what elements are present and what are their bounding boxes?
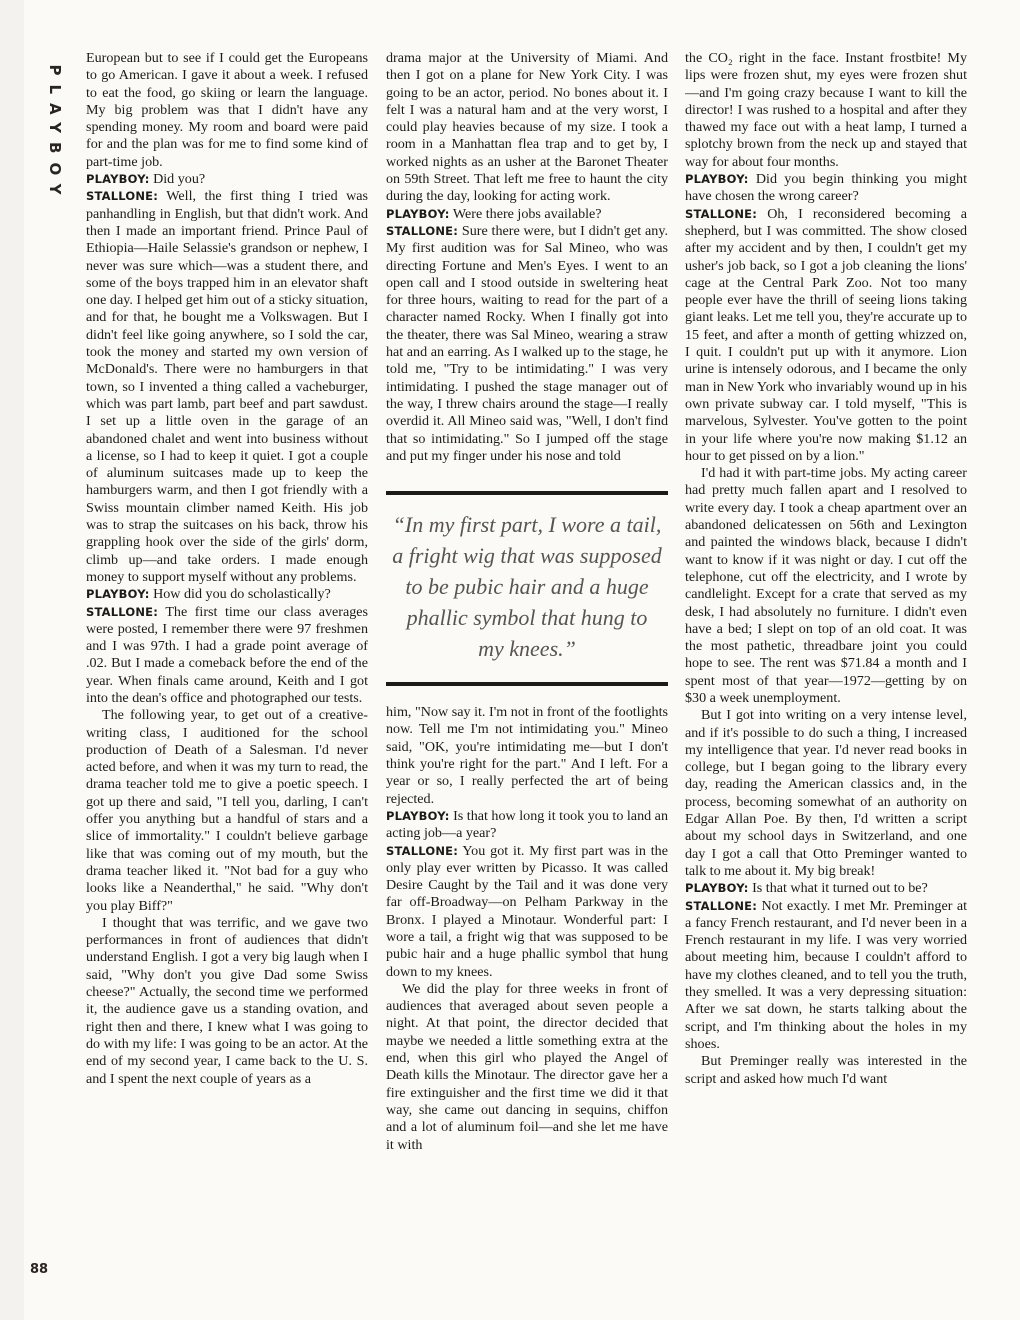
article-paragraph — [86, 586, 368, 603]
speaker-label: STALLONE: — [685, 898, 758, 913]
paragraph-text: You got it. My first part was in the only play ever written by Picasso. It was called Desire Caught by the Tail and it was done very far off-Broadway—on Pelham Parkway in the Bronx. I played a Minotaur. Wonderful part: I wore a tail, a fright wig that was supposed to be pubic hair and a huge phallic symbol that hung down to my knees. — [386, 842, 668, 980]
article-paragraph — [685, 880, 967, 897]
paragraph-text: him, "Now say it. I'm not in front of the footlights now. Tell me I'm not intimidating you." Mineo said, "OK, you're intimidating me—but I don't think you're right for the part." And I left. For a year or so, I really perfected the art of being rejected. — [386, 704, 668, 807]
article-paragraph — [86, 707, 368, 915]
paragraph-text: But Preminger really was interested in the script and asked how much I'd want — [685, 1053, 967, 1087]
article-paragraph — [685, 898, 967, 1054]
column-2-top — [386, 50, 668, 465]
paragraph-text: Is that how long it took you to land an acting job—a year? — [386, 807, 668, 842]
article-paragraph — [86, 604, 368, 708]
page-edge — [0, 0, 24, 1320]
pull-quote-text: “In my first part, I wore a tail, a fright wig that was supposed to be pubic hair and a huge phallic symbol that hung to my knees.” — [392, 512, 662, 662]
article-paragraph — [86, 188, 368, 586]
paragraph-text: Well, the first thing I tried was panhandling in English, but that didn't work. And then I made an important friend. Prince Paul of Ethiopia—Haile Selassie's grandson or nephew, I never was sure which—was a student there, and some of the boys trapped him in an elevator shaft one day. I helped get him out of a sticky situation, and for that, he bought me a Volkswagen. But I didn't feel like going anywhere, so I sold the car, took the money and started my own version of McDonald's. There were no hamburgers in that town, so I invented a thing called a vacheburger, which was part lamb, part beef and part sawdust. I set up a little oven in the garage of an abandoned chalet and went into business without a license, so I had to keep it quiet. I got a couple of aluminum suitcases made up to keep the hamburgers warm, and then I got friendly with a Swiss mountain climber named Keith. His job was to strap the suitcases on his back, throw his grappling hook over the side of the girls' dorm, climb up—and take orders. I made enough money to support myself without any problems. — [86, 188, 368, 585]
paragraph-text: Oh, I reconsidered becoming a shepherd, but I was committed. The show closed after my accident and by then, I couldn't get my usher's job back, so I got a job cleaning the lions' cage at the Central Park Zoo. Not too many people ever have the thrill of seeing lions taking giant leaks. Let me tell you, they're accurate up to 15 feet, and after a month of getting whizzed on, I quit. I couldn't put up with it anymore. Lion urine is intensely odorous, and I became the only man in New York who invariably wound up in his own private subway car. I told myself, "This is marvelous, Sylvester. You've gotten to the point in your life where you're now making $1.12 an hour to get pissed on by a lion." — [685, 205, 967, 464]
paragraph-text: the CO₂ right in the face. Instant frostbite! My lips were frozen shut, my eyes were frozen shut—and I'm going crazy because I want to kill the director! I was rushed to a hospital and after they thawed my face out with a heat lamp, I turned a splotchy brown from the neck up and stayed that way for about four months. — [685, 50, 967, 170]
article-paragraph — [386, 223, 668, 465]
column-1 — [86, 50, 368, 1300]
pull-quote — [386, 491, 668, 686]
paragraph-text: The first time our class averages were posted, I remember there were 97 freshmen and I was 97th. I had a grade point average of .02. But I made a comeback before the end of the year. When finals came around, Keith and I got into the dean's office and photographed our tests. — [86, 603, 368, 706]
article-paragraph — [685, 50, 967, 171]
masthead-text: PLAYBOY — [46, 64, 64, 204]
column-2-bottom — [386, 704, 668, 1154]
paragraph-text: But I got into writing on a very intense level, and if it's possible to do such a thing, I increased my intelligence that year. I'd never read books in college, but I began going to the library every day, reading the American classics and, in the process, becoming somewhat of an authority on Edgar Allan Poe. By then, I'd written a script about my school days in Switzerland, and one day I got a call that Otto Preminger wanted to talk to me about it. My big break! — [685, 707, 967, 879]
article-paragraph — [685, 707, 967, 880]
article-paragraph — [386, 704, 668, 808]
speaker-label: STALLONE: — [386, 223, 459, 238]
paragraph-text: Did you begin thinking you might have chosen the wrong career? — [685, 171, 967, 205]
paragraph-text: Not exactly. I met Mr. Preminger at a fancy French restaurant, and I'd never been in a French restaurant in my life. I was very worried about meeting him, because I couldn't afford to have my clothes cleaned, and to tell you the truth, they smelled. It was a very depressing situation: After we sat down, he starts talking about the script, and I'm thinking about the holes in my shoes. — [685, 897, 967, 1052]
speaker-label: PLAYBOY: — [86, 172, 150, 187]
speaker-label: STALLONE: — [86, 604, 159, 619]
masthead — [40, 44, 70, 224]
article-paragraph — [386, 981, 668, 1154]
article-paragraph — [685, 1053, 967, 1088]
paragraph-text: I thought that was terrific, and we gave two performances in front of audiences that didn't understand English. I got a very big laugh when I said, "Why don't you give Dad some Swiss cheese?" Actually, the second time we performed it, the audience gave us a standing ovation, and right then and there, I knew what I was going to do with my life: I was going to be an actor. At the end of my second year, I came back to the U. S. and I spent the next couple of years as a — [86, 914, 368, 1087]
article-paragraph — [685, 206, 967, 465]
article-paragraph — [386, 50, 668, 206]
speaker-label: STALLONE: — [86, 189, 159, 204]
article-paragraph — [386, 206, 668, 223]
paragraph-text: We did the play for three weeks in front of audiences that averaged about seven people a night. At that point, the director decided that maybe we needed a little something extra at the end, when this girl who played the Angel of Death kills the Minotaur. The director gave her a fire extinguisher and the first time we did it that way, she came out dancing in sequins, chiffon and a lot of aluminum foil—and she let me have it with — [386, 980, 668, 1153]
paragraph-text: Were there jobs available? — [452, 205, 602, 222]
paragraph-text: drama major at the University of Miami. And then I got on a plane for New York City. I was going to be an actor, period. No bones about it. I felt I was a natural ham and at the very worst, I could play heavies because of my size. I took a room in a Manhattan flea trap and to get by, I worked nights as an usher at the Baronet Theater on 59th Street. That left me free to haunt the city during the day, looking for acting work. — [386, 50, 668, 205]
article-paragraph — [685, 465, 967, 707]
paragraph-text: Is that what it turned out to be? — [752, 880, 928, 897]
article-paragraph — [86, 915, 368, 1088]
paragraph-text: European but to see if I could get the Europeans to go American. I gave it about a week. I refused to eat the food, go skiing or learn the language. My big problem was that I didn't have any spending money. My room and board were paid for and the plan was for me to find some kind of part-time job. — [86, 50, 368, 170]
article-paragraph — [86, 50, 368, 171]
speaker-label: PLAYBOY: — [386, 808, 450, 823]
speaker-label: PLAYBOY: — [685, 881, 749, 896]
speaker-label: PLAYBOY: — [86, 587, 150, 602]
paragraph-text: Sure there were, but I didn't get any. My first audition was for Sal Mineo, who was directing Fortune and Men's Eyes. I went to an open call and I stood outside in sweltering heat for three hours, waiting to read for the part of a character named Rocky. When I finally got into the theater, there was Sal Mineo, wearing a straw hat and an earring. As I walked up to the stage, he told me, "Try to be intimidating." I was very intimidating. I pushed the stage manager out of the way, I threw chairs around the stage—I really overdid it. All Mineo said was, "Well, I don't find that so intimidating." So I jumped off the stage and put my finger under his nose and told — [386, 222, 668, 464]
column-2 — [386, 50, 668, 1300]
article-paragraph — [86, 171, 368, 188]
speaker-label: PLAYBOY: — [685, 172, 749, 187]
article-paragraph — [386, 843, 668, 981]
paragraph-text: I'd had it with part-time jobs. My acting career had pretty much fallen apart and I resolved to write every day. I took a cheap apartment over an abandoned delicatessen on 56th and Lexington and painted the windows black, because I didn't want to know if it was night or day. I cut off the telephone, cut off the electricity, and I wrote by candlelight. Except for a crate that served as my desk, I had absolutely no furniture. I didn't even have a bed; I slept on top of an old coat. It was the most pathetic, threadbare joint you could hope to see. The rent was $71.84 a month and I spent most of that year—1972—getting by on $30 a week unemployment. — [685, 465, 967, 706]
article-paragraph — [685, 171, 967, 206]
paragraph-text: Did you? — [153, 171, 206, 188]
speaker-label: STALLONE: — [685, 206, 758, 221]
column-3 — [685, 50, 967, 1300]
article-paragraph — [386, 808, 668, 843]
speaker-label: STALLONE: — [386, 843, 459, 858]
paragraph-text: The following year, to get out of a creative-writing class, I auditioned for the school production of Death of a Salesman. I'd never acted before, and when it was my turn to read, the drama teacher told me to give a poetic speech. I got up there and said, "I tell you, darling, I can't offer you anything but a handful of stars and a slice of immortality." I couldn't believe garbage like that was coming out of my mouth, but the drama teacher liked it. "Not bad for a guy who looks like a Neanderthal," he said. "Why don't you play Biff?" — [86, 707, 368, 914]
page-number: 88 — [30, 1262, 49, 1277]
speaker-label: PLAYBOY: — [386, 206, 450, 221]
paragraph-text: How did you do scholastically? — [153, 586, 331, 603]
